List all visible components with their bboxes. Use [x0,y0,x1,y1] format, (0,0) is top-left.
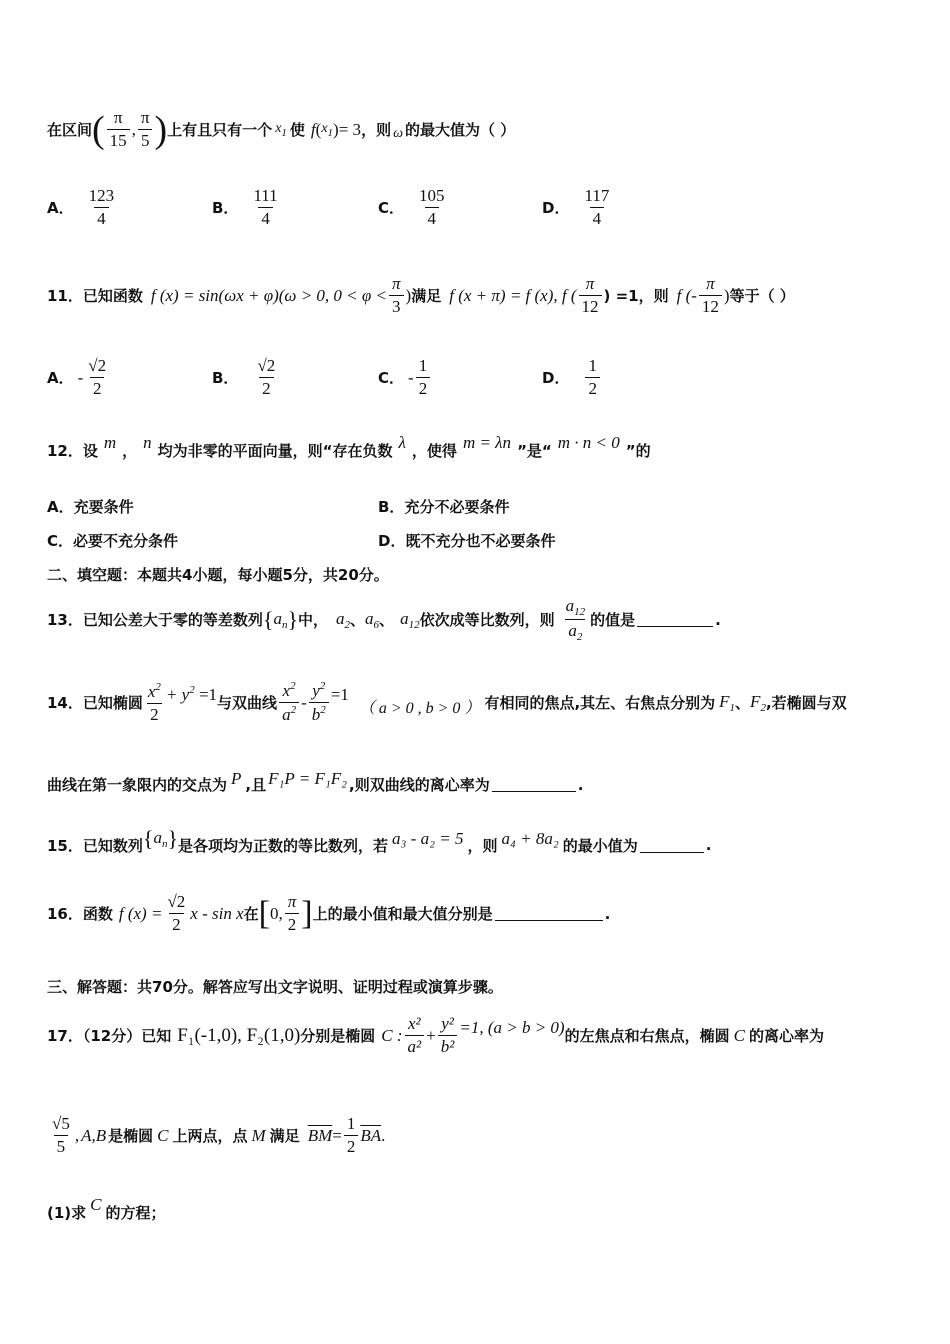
q10-option-b[interactable]: B． $\frac{111}{4}$ [212,186,278,228]
q14-stem-line2: 曲线在第一象限内的交点为 P ,且 F₁P = F₁F₂ ,则双曲线的离心率为 . [47,768,584,794]
q15-stem: 15．已知数列 { $a_n$ } 是各项均为正数的等比数列，若 a₃ - a₂ = 5 ，则 a₄ + 8a₂ 的最小值为 . [47,826,712,855]
interval-right-frac: $\frac{\pi}{5}$ [138,108,153,151]
q10-option-d[interactable]: D． $\frac{117}{4}$ [542,186,610,228]
q12-option-a[interactable]: A． 充要条件 [47,498,134,516]
answer-blank-13[interactable] [637,612,713,627]
answer-blank-16[interactable] [495,906,603,921]
right-paren: ) [154,108,168,151]
q11-option-d[interactable]: D． $\frac{1}{2}$ [542,356,602,399]
q14-stem: 14．已知椭圆 $\frac{x^2}{2}$ + $y^2 =1$ 与双曲线 $\frac{x^2}{a^2}$ - $\frac{y^2}{b^2}$ =1 （ a > 0 , b > 0 ） 有相同的焦点,其左、右焦点分别为 $F_1$ 、 $F_2$ ,若椭圆与双 [47,680,847,724]
q17-stem: 17．（12分）已知 F₁(-1,0), F₂(1,0) 分别是椭圆 C : $\frac{\text{x²}}{\text{a²}}$ + $\frac{\text{y²}}{\text{b²}}$ =1, (a > b > 0) 的左焦点和右焦点，椭圆 C 的离心率为 [47,1014,824,1056]
section-2-heading: 二、填空题：本题共4小题，每小题5分，共20分。 [47,566,389,584]
q11-option-a[interactable]: A． - $\frac{√2}{2}$ [47,356,107,398]
q12-stem: 12．设 m ， n 均为非零的平面向量，则“存在负数 λ ，使得 m = λn ”是“ m · n < 0 ”的 [47,432,651,460]
q10-option-c[interactable]: C． $\frac{105}{4}$ [378,186,445,228]
q10-option-a[interactable]: A． $\frac{123}{4}$ [47,186,115,228]
answer-blank-14[interactable] [492,777,576,792]
q12-option-c[interactable]: C． 必要不充分条件 [47,532,179,550]
q17-part-1: (1)求 C 的方程； [47,1194,166,1222]
interval-left-frac: $\frac{\pi}{15}$ [107,108,130,151]
q16-stem: 16．函数 f (x) = $\frac{√2}{2}$ x - sin x 在 [ 0, $\frac{\pi}{2}$ ] 上的最小值和最大值分别是 . [47,892,611,934]
q12-option-b[interactable]: B． 充分不必要条件 [378,498,510,516]
q11-stem: 11．已知函数 f (x) = sin(ωx + φ)(ω > 0, 0 < φ < $\frac{\pi}{3}$ ) 满足 f (x + π) = f (x), f ( $\frac{\pi}{12}$ ) =1，则 f (- $\frac{\pi}{12}$ ) 等于（ ） [47,274,795,316]
answer-blank-15[interactable] [640,838,704,853]
q11-option-b[interactable]: B． $\frac{√2}{2}$ [212,356,276,398]
q17-stem-line2: $\frac{√5}{5}$ , A,B 是椭圆 C 上两点，点 M 满足 $\overline{BM}$ = $\frac{1}{2}$ $\overline{BA}$ . [52,1114,386,1156]
q13-stem: 13．已知公差大于零的等差数列 { $a_n$ } 中， $a_2$ 、 $a_6$ 、 $a_{12}$ 依次成等比数列，则 $\frac{a_{12}}{a_2}$ 的值是 . [47,596,721,643]
left-paren: ( [92,108,105,151]
q11-option-c[interactable]: C． - $\frac{1}{2}$ [378,356,432,399]
q12-option-d[interactable]: D． 既不充分也不必要条件 [378,532,556,550]
section-3-heading: 三、解答题：共70分。解答应写出文字说明、证明过程或演算步骤。 [47,978,503,996]
q10-stem: 在区间 ( $\frac{\pi}{15}$ , $\frac{\pi}{5}$ ) 上有且只有一个 $x_1$ 使 f ( $x_1$ ) = 3 ，则 ω 的最大值为（ ） [47,108,516,151]
